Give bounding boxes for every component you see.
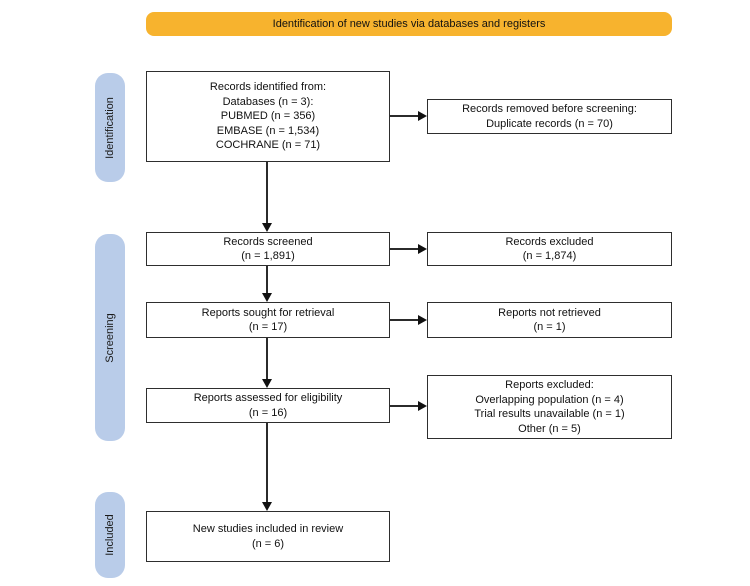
box-reports-excluded [427,375,672,439]
box-line: Reports assessed for eligibility [193,392,343,404]
arrow-head-icon [262,379,272,388]
arrow-head-icon [418,315,427,325]
arrow-shaft [390,248,419,250]
arrow-shaft [266,162,268,224]
box-line: Reports sought for retrieval [201,306,335,319]
arrow-shaft [266,338,268,380]
stage-label-identification [95,73,125,182]
box-reports-assessed [146,388,390,423]
arrow-down-screened-to-sought [262,266,272,302]
arrow-head-icon [418,111,427,121]
box-records-removed [427,99,672,134]
stage-label-included [95,492,125,578]
box-line: Records screened [223,235,313,248]
arrow-down-sought-to-assessed [262,338,272,388]
box-line: COCHRANE (n = 71) [215,139,321,152]
stage-label-screening [95,234,125,441]
box-line: Duplicate records (n = 70) [486,117,613,130]
stage-label-included-text: Included [104,514,116,556]
box-reports-sought [146,302,390,338]
arrow-shaft [266,423,268,503]
box-line: Reports excluded: [505,379,594,391]
box-line: Trial results unavailable (n = 1) [474,408,625,420]
arrow-down-identified-to-screened [262,162,272,232]
arrow-head-icon [262,293,272,302]
arrow-right-screened-to-excluded [390,244,427,254]
box-line: Databases (n = 3): [222,95,314,108]
arrow-shaft [390,115,419,117]
box-line: (n = 17) [248,321,288,333]
box-line: (n = 16) [248,406,288,419]
box-records-identified [146,71,390,162]
arrow-head-icon [418,244,427,254]
arrow-shaft [390,405,419,407]
arrow-right-assessed-to-excluded [390,401,427,411]
box-line: Records identified from: [209,81,327,94]
box-line: (n = 1,891) [241,250,295,262]
banner-label: Identification of new studies via databases and registers [272,18,546,30]
box-line: (n = 1) [533,321,566,333]
arrow-down-assessed-to-included [262,423,272,511]
box-line: (n = 6) [251,537,285,550]
stage-label-screening-text: Screening [104,312,117,363]
box-line: Records removed before screening: [462,103,637,115]
box-new-studies-included [146,511,390,562]
box-line: EMBASE (n = 1,534) [216,124,320,137]
arrow-head-icon [418,401,427,411]
box-reports-not-retrieved [427,302,672,338]
arrow-head-icon [262,223,272,232]
box-line: Records excluded [505,235,594,248]
arrow-right-sought-to-not-retrieved [390,315,427,325]
box-line: New studies included in review [192,523,344,535]
box-line: (n = 1,874) [522,250,577,262]
stage-label-identification-text: Identification [104,96,117,159]
box-line: Overlapping population (n = 4) [475,393,624,406]
box-line: Other (n = 5) [518,422,581,435]
box-line: Reports not retrieved [498,306,601,319]
box-records-excluded [427,232,672,266]
box-line: PUBMED (n = 356) [220,110,316,123]
arrow-shaft [266,266,268,294]
box-records-screened [146,232,390,266]
arrow-head-icon [262,502,272,511]
arrow-right-identified-to-removed [390,111,427,121]
arrow-shaft [390,319,419,321]
banner [146,12,672,36]
